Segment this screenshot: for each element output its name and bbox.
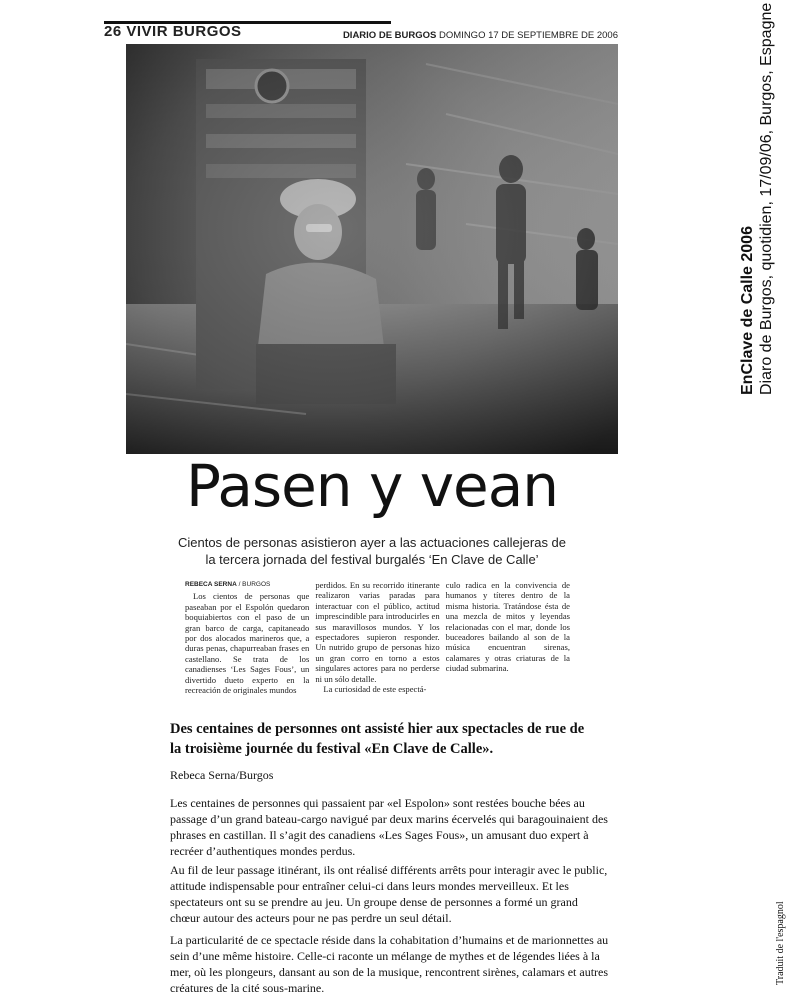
spanish-body — [185, 580, 570, 696]
translation-lead — [170, 719, 600, 759]
street-performer-photo — [126, 44, 618, 454]
body-column-1 — [185, 580, 310, 696]
source-citation: Diaro de Burgos, quotidien, 17/09/06, Burgos, Espagne — [758, 2, 775, 395]
translation-paragraph-3: La particularité de ce spectacle réside dans la cohabitation d’humains et de marionnettes au sein d’une même histoire. Celle-ci raconte un mélange de mythes et de légendes liées à la mer, où les plongeurs, dansant au son de la musique, rencontrent sirènes, calamars et autres créatures de la cité sous-marine. — [170, 933, 609, 995]
byline-place: / BURGOS — [236, 581, 271, 588]
event-title: EnClave de Calle 2006 — [739, 226, 756, 395]
body-column-2 — [315, 580, 440, 695]
translation-paragraph-2: Au fil de leur passage itinérant, ils ont réalisé différents arrêts pour interagir avec le public, attitude indispensable pour entraîner celui-ci dans leurs mondes merveilleux. Et les spectateurs ont su se prendre au jeu. Un groupe dense de personnes a formé un grand chœur autour des acteurs pour ne pas perdre un seul détail. — [170, 863, 608, 925]
masthead-date — [343, 30, 618, 41]
column-2-text: perdidos. En su recorrido itinerante realizaron varias paradas para interactuar con el público, actitud imprescindible para introducirles en sus maravillosos mundos. Y los espectadores supieron responder. Un nutrido grupo de personas hizo un gran corro en torno a estos singulares actores para no perderse ni un sólo detalle. — [315, 580, 440, 684]
column-2-text-b: La curiosidad de este espectá- — [323, 684, 427, 695]
section-label: 26 VIVIR BURGOS — [104, 23, 242, 40]
byline — [185, 580, 309, 590]
subhead-line-2: la tercera jornada del festival burgalés ‘En Clave de Calle’ — [205, 552, 539, 567]
translation-note: Traduit de l'espagnol — [775, 901, 786, 985]
column-3-text: culo radica en la convivencia de humanos y títeres dentro de la misma historia. Tratándose ésta de una mezcla de mitos y leyendas relacionadas con el mar, donde los buceadores bailando al son de la música encuentran sirenas, calamares y otras criaturas de la ciudad submarina. — [445, 580, 570, 674]
article-subhead — [170, 534, 574, 568]
translation-paragraph-1: Les centaines de personnes qui passaient par «el Espolon» sont restées bouche bées au passage d’un grand bateau-cargo navigué par deux marins écervelés qui baragouinaient des phrases en castillan. Il s’agit des canadiens «Les Sages Fous», un amusant duo expert à recréer d’authentiques mondes perdus. — [170, 796, 608, 858]
press-clipping-label — [738, 2, 776, 395]
newspaper-name: DIARIO DE BURGOS — [342, 30, 437, 41]
subhead-line-1: Cientos de personas asistieron ayer a las actuaciones callejeras de — [177, 535, 567, 550]
translation-lead-line-2: la troisième journée du festival «En Clave de Calle». — [170, 741, 494, 757]
byline-name: REBECA SERNA — [185, 581, 237, 588]
article-headline: Pasen y vean — [185, 452, 559, 520]
issue-date: DOMINGO 17 DE SEPTIEMBRE DE 2006 — [439, 30, 618, 41]
column-1-text: Los cientos de personas que paseaban por el Espolón quedaron boquiabiertos con el paso de un gran barco de carga, capitaneado por dos alocados marineros que, a duras penas, chapurreaban frases en castellano. Se trata de los canadienses ‘Les Sages Fous’, un divertido dueto experto en la recreación de originales mundos — [185, 591, 310, 696]
page-header — [104, 20, 618, 42]
translation-byline: Rebeca Serna/Burgos — [170, 768, 274, 782]
translation-lead-line-1: Des centaines de personnes ont assisté hier aux spectacles de rue de — [170, 721, 585, 737]
article-photo — [126, 44, 618, 454]
body-column-3 — [446, 580, 570, 692]
